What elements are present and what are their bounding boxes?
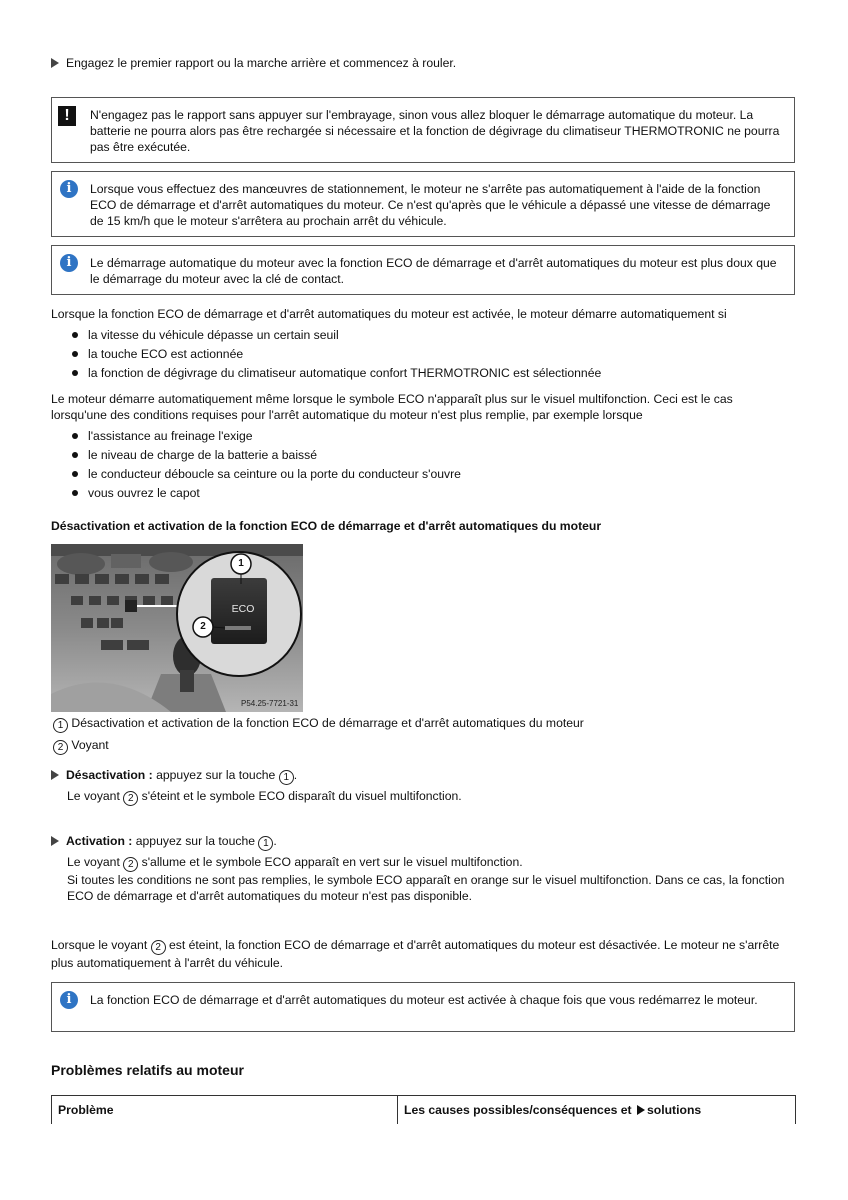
result-text: s'allume et le symbole ECO apparaît en vert sur le visuel multifonction. — [141, 855, 523, 869]
restart-conditions-list — [71, 327, 601, 384]
list-item: le niveau de charge de la batterie a baissé — [71, 447, 461, 466]
deactivation-text: appuyez sur la touche — [156, 768, 276, 782]
step-arrow-icon — [51, 836, 59, 846]
dashboard-photo — [51, 544, 303, 712]
info-box-smooth-start — [51, 245, 795, 295]
step-arrow-icon — [51, 770, 59, 780]
problems-table — [51, 1095, 796, 1124]
callout-number: 1 — [258, 836, 273, 851]
eco-button-figure — [51, 544, 303, 712]
list-item: l'assistance au freinage l'exige — [71, 428, 461, 447]
legend-item-1 — [53, 715, 813, 733]
callout-2: 2 — [200, 621, 206, 632]
list-item: le conducteur déboucle sa ceinture ou la porte du conducteur s'ouvre — [71, 466, 461, 485]
info-box-reactivation — [51, 982, 795, 1032]
deactivation-result — [67, 788, 807, 806]
warning-box — [51, 97, 795, 163]
warning-icon: ! — [58, 106, 76, 126]
legend-text: Désactivation et activation de la fonction ECO de démarrage et d'arrêt automatiques du moteur — [71, 716, 584, 730]
legend-text: Voyant — [71, 738, 109, 752]
result-text: Le voyant — [67, 789, 120, 803]
para-voyant-off — [51, 937, 781, 971]
list-item: la vitesse du véhicule dépasse un certain seuil — [71, 327, 601, 346]
list-item: la fonction de dégivrage du climatiseur automatique confort THERMOTRONIC est sélectionnée — [71, 365, 601, 384]
info-box-parking — [51, 171, 795, 237]
figure-ref-code: P54.25-7721-31 — [241, 699, 299, 708]
solution-arrow-icon — [637, 1105, 645, 1115]
problems-heading: Problèmes relatifs au moteur — [51, 1062, 244, 1078]
info-text-reactivation: La fonction ECO de démarrage et d'arrêt automatiques du moteur est activée à chaque fois que vous redémarrez le moteur. — [90, 993, 758, 1007]
header-causes-text: Les causes possibles/conséquences et — [404, 1103, 632, 1117]
punct: . — [273, 834, 277, 848]
header-solutions-text: solutions — [647, 1103, 702, 1117]
deactivation-label: Désactivation : — [66, 768, 153, 782]
result-text: s'éteint et le symbole ECO disparaît du visuel multifonction. — [141, 789, 462, 803]
table-header-row — [52, 1096, 796, 1125]
callout-number: 1 — [53, 718, 68, 733]
step-arrow-icon — [51, 58, 59, 68]
restart-examples-list — [71, 428, 461, 504]
intro-step-text: Engagez le premier rapport ou la marche arrière et commencez à rouler. — [66, 56, 457, 70]
callout-number: 2 — [123, 791, 138, 806]
para-restart-2: Le moteur démarre automatiquement même lorsque le symbole ECO n'apparaît plus sur le visuel multifonction. Ceci est le cas lorsqu'une des conditions requises pour l'arrêt automatique du moteur n'est plus remplie, par exemple lorsque — [51, 392, 733, 422]
info-icon: i — [60, 991, 78, 1009]
list-item: la touche ECO est actionnée — [71, 346, 601, 365]
warning-text: N'engagez pas le rapport sans appuyer sur l'embrayage, sinon vous allez bloquer le démarrage automatique du moteur. La batterie ne pourra alors pas être rechargée si nécessaire et la fonction de dégivrage du climatiseur THERMOTRONIC ne pourra pas être exécutée. — [90, 108, 780, 154]
para-text: Lorsque le voyant — [51, 938, 148, 952]
callout-number: 2 — [123, 857, 138, 872]
info-icon: i — [60, 180, 78, 198]
callout-number: 1 — [279, 770, 294, 785]
para-text: est éteint, la fonction ECO de démarrage et d'arrêt automatiques du moteur est désactivée. Le moteur ne s'arrête plus automatiquement à l'arrêt du véhicule. — [51, 938, 780, 970]
activation-note: Si toutes les conditions ne sont pas remplies, le symbole ECO apparaît en orange sur le visuel multifonction. Dans ce cas, la fonction ECO de démarrage et d'arrêt automatiques du moteur n'est pas disponible. — [67, 873, 785, 903]
info-icon: i — [60, 254, 78, 272]
intro-step — [51, 55, 811, 71]
section-heading: Désactivation et activation de la fonction ECO de démarrage et d'arrêt automatiques du moteur — [51, 519, 602, 533]
result-text: Le voyant — [67, 855, 120, 869]
para-restart: Lorsque la fonction ECO de démarrage et d'arrêt automatiques du moteur est activée, le moteur démarre automatiquement si — [51, 307, 727, 321]
callout-1: 1 — [238, 558, 244, 569]
callout-number: 2 — [53, 740, 68, 755]
info-text-parking: Lorsque vous effectuez des manœuvres de stationnement, le moteur ne s'arrête pas automatiquement à l'aide de la fonction ECO de démarrage et d'arrêt automatiques du moteur. Ce n'est qu'après que le véhicule a dépassé une vitesse de démarrage de 15 km/h que le moteur s'arrêtera au prochain arrêt du véhicule. — [90, 182, 771, 228]
legend-item-2 — [53, 737, 813, 755]
header-problem: Problème — [52, 1096, 398, 1125]
activation-result — [67, 854, 807, 872]
activation-label: Activation : — [66, 834, 133, 848]
activation-step — [51, 833, 811, 851]
header-causes — [398, 1096, 796, 1125]
activation-text: appuyez sur la touche — [135, 834, 255, 848]
callout-number: 2 — [151, 940, 166, 955]
punct: . — [293, 768, 298, 782]
info-text-smooth-start: Le démarrage automatique du moteur avec la fonction ECO de démarrage et d'arrêt automatiques du moteur est plus doux que le démarrage du moteur avec la clé de contact. — [90, 256, 777, 286]
deactivation-step — [51, 767, 811, 785]
eco-button-label: ECO — [231, 603, 255, 615]
list-item: vous ouvrez le capot — [71, 485, 461, 504]
